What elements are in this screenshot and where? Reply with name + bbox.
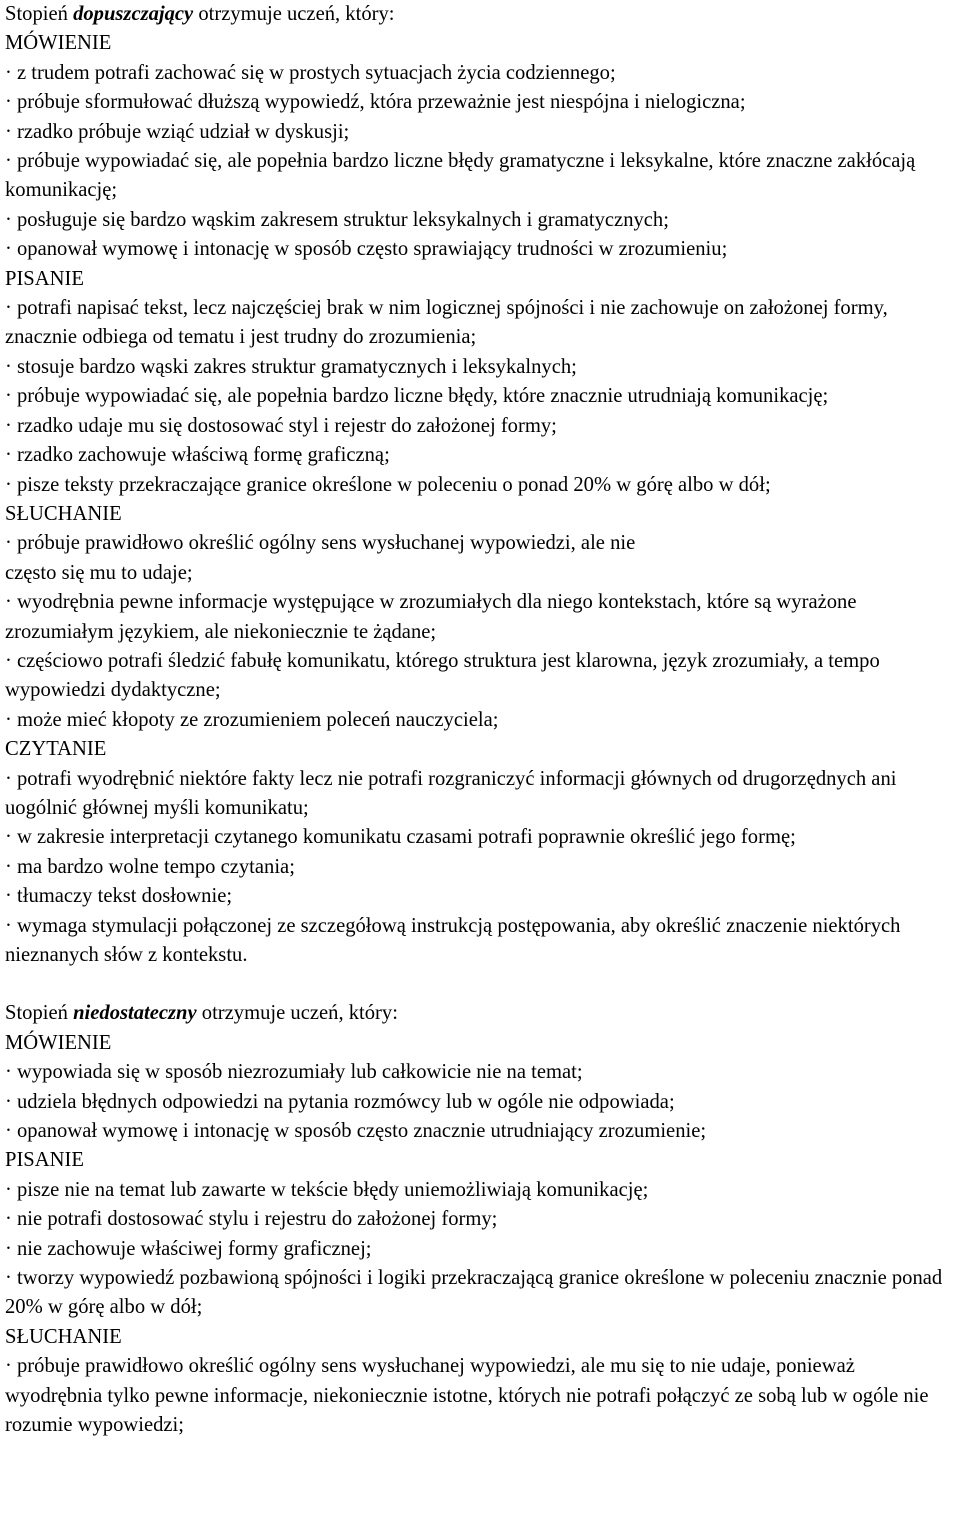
grade-intro (5, 0, 956, 29)
skill-heading-listening: SŁUCHANIE (5, 1325, 122, 1348)
grade-name: dopuszczający (73, 3, 194, 25)
list-item: · tworzy wypowiedź pozbawioną spójności i logiki przekraczającą granice określone w poleceniu znacznie ponad 20% w górę albo w dół; (5, 1267, 943, 1319)
grade-name: niedostateczny (73, 1002, 197, 1025)
list-item: · potrafi napisać tekst, lecz najczęściej brak w nim logicznej spójności i nie zachowuje on założonej formy, znacznie odbiega od tematu i jest trudny do zrozumienia; (5, 297, 888, 349)
list-item: · stosuje bardzo wąski zakres struktur gramatycznych i leksykalnych; (5, 355, 577, 378)
list-item: · opanował wymowę i intonację w sposób często znacznie utrudniający zrozumienie; (5, 1120, 707, 1143)
skill-heading-speaking: MÓWIENIE (5, 1031, 112, 1054)
list-item: · próbuje prawidłowo określić ogólny sens wysłuchanej wypowiedzi, ale nie często się mu to udaje; (5, 532, 636, 584)
list-item: · wyodrębnia pewne informacje występujące w zrozumiałych dla niego kontekstach, które są wyrażone zrozumiałym językiem, ale niekoniecznie te żądane; (5, 591, 857, 643)
list-item: · próbuje prawidłowo określić ogólny sens wysłuchanej wypowiedzi, ale mu się to nie udaje, ponieważ wyodrębnia tylko pewne informacje, niekoniecznie istotne, których nie potrafi połączyć ze sobą lub w ogóle nie rozumie wypowiedzi; (5, 1355, 929, 1437)
list-item: · próbuje wypowiadać się, ale popełnia bardzo liczne błędy gramatyczne i leksykalne, które znaczne zakłócają komunikację; (5, 150, 916, 202)
list-item: · nie zachowuje właściwej formy graficznej; (5, 1237, 372, 1260)
list-item: · wypowiada się w sposób niezrozumiały lub całkowicie nie na temat; (5, 1061, 583, 1084)
list-item: · nie potrafi dostosować stylu i rejestru do założonej formy; (5, 1208, 498, 1231)
grade-intro-prefix: Stopień (5, 1002, 74, 1025)
grade-section-dopuszczajacy (5, 0, 956, 970)
list-item: · w zakresie interpretacji czytanego komunikatu czasami potrafi poprawnie określić jego formę; (5, 826, 796, 849)
list-item: · tłumaczy tekst dosłownie; (5, 885, 233, 908)
list-item: · udziela błędnych odpowiedzi na pytania rozmówcy lub w ogóle nie odpowiada; (5, 1090, 675, 1113)
skill-heading-reading: CZYTANIE (5, 738, 107, 761)
list-item: · rzadko próbuje wziąć udział w dyskusji; (5, 120, 350, 143)
list-item: · próbuje sformułować dłuższą wypowiedź, która przeważnie jest niespójna i nielogiczna; (5, 91, 746, 114)
skill-heading-speaking: MÓWIENIE (5, 32, 112, 55)
list-item: · potrafi wyodrębnić niektóre fakty lecz nie potrafi rozgraniczyć informacji głównych od drugorzędnych ani uogólnić głównej myśli komunikatu; (5, 767, 897, 819)
grade-intro-suffix: otrzymuje uczeń, który: (193, 3, 395, 25)
skill-heading-writing: PISANIE (5, 267, 84, 290)
grade-intro-suffix: otrzymuje uczeń, który: (196, 1002, 398, 1025)
list-item: · pisze teksty przekraczające granice określone w poleceniu o ponad 20% w górę albo w dół; (5, 473, 771, 496)
list-item: · ma bardzo wolne tempo czytania; (5, 855, 295, 878)
grade-intro-prefix: Stopień (5, 3, 74, 25)
list-item: · wymaga stymulacji połączonej ze szczegółową instrukcją postępowania, aby określić znaczenie niektórych nieznanych słów z kontekstu. (5, 914, 901, 966)
grade-intro (5, 999, 956, 1028)
list-item: · może mieć kłopoty ze zrozumieniem poleceń nauczyciela; (5, 708, 499, 731)
grade-section-niedostateczny (5, 999, 956, 1440)
list-item: · z trudem potrafi zachować się w prostych sytuacjach życia codziennego; (5, 61, 616, 84)
list-item: · częściowo potrafi śledzić fabułę komunikatu, którego struktura jest klarowna, język zrozumiały, a tempo wypowiedzi dydaktyczne; (5, 649, 880, 702)
skill-heading-listening: SŁUCHANIE (5, 502, 122, 525)
skill-heading-writing: PISANIE (5, 1149, 84, 1172)
list-item: · próbuje wypowiadać się, ale popełnia bardzo liczne błędy, które znacznie utrudniają komunikację; (5, 385, 829, 408)
list-item: · rzadko udaje mu się dostosować styl i rejestr do założonej formy; (5, 414, 557, 437)
list-item: · rzadko zachowuje właściwą formę graficzną; (5, 444, 390, 467)
list-item: · pisze nie na temat lub zawarte w tekście błędy uniemożliwiają komunikację; (5, 1178, 649, 1201)
list-item: · opanował wymowę i intonację w sposób często sprawiający trudności w zrozumieniu; (5, 238, 728, 261)
list-item: · posługuje się bardzo wąskim zakresem struktur leksykalnych i gramatycznych; (5, 208, 669, 231)
